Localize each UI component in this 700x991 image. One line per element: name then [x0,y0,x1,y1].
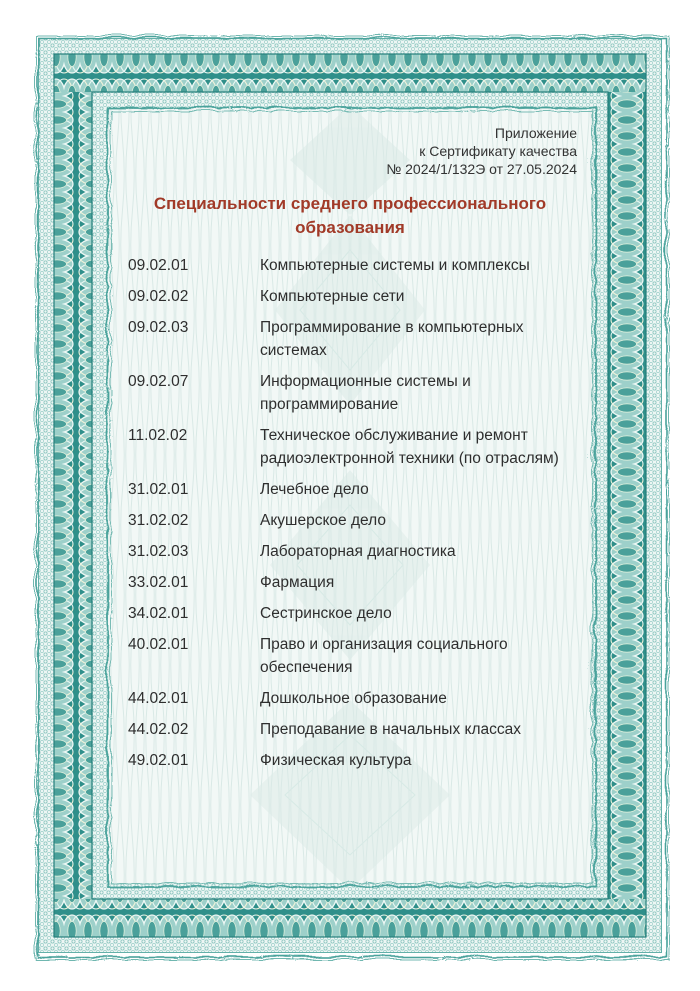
specialty-code: 31.02.03 [128,543,189,560]
specialty-code: 09.02.03 [128,319,189,336]
specialty-row [128,633,585,679]
specialty-row [128,571,585,594]
specialty-name: Программирование в компьютерных системах [260,319,524,359]
header-line-1: Приложение [494,125,577,141]
specialty-row [128,509,585,532]
specialty-name: Фармация [260,574,335,591]
specialty-row [128,602,585,625]
specialty-code: 33.02.01 [128,574,189,591]
specialty-name: Право и организация социального обеспечения [260,636,508,676]
specialty-name: Информационные системы и программирование [260,373,471,413]
certificate-content [115,110,585,881]
specialty-code: 31.02.01 [128,481,189,498]
specialty-name: Преподавание в начальных классах [260,721,521,738]
specialty-code: 49.02.01 [128,752,189,769]
specialty-name: Лечебное дело [260,481,369,498]
specialty-name: Акушерское дело [260,512,386,529]
specialty-code: 44.02.02 [128,721,189,738]
specialty-row [128,316,585,362]
specialties-list [115,254,585,772]
specialty-row [128,687,585,710]
specialty-code: 09.02.02 [128,288,189,305]
specialty-row [128,540,585,563]
specialty-code: 40.02.01 [128,636,189,653]
specialty-code: 44.02.01 [128,690,189,707]
specialty-name: Физическая культура [260,752,412,769]
specialty-name: Техническое обслуживание и ремонт радиоэлектронной техники (по отраслям) [260,427,559,467]
page-title [115,192,585,240]
specialty-name: Компьютерные сети [260,288,405,305]
certificate-header [115,110,585,178]
specialty-code: 11.02.02 [128,427,188,444]
specialty-name: Сестринское дело [260,605,392,622]
specialty-code: 31.02.02 [128,512,189,529]
specialty-row [128,254,585,277]
header-line-3: № 2024/1/132Э от 27.05.2024 [386,161,577,177]
header-line-2: к Сертификату качества [419,143,577,159]
page-title-text: Специальности среднего профессионального образования [153,194,547,237]
specialty-row [128,718,585,741]
specialty-row [128,424,585,470]
specialty-row [128,370,585,416]
specialty-name: Лабораторная диагностика [260,543,456,560]
specialty-code: 34.02.01 [128,605,189,622]
specialty-code: 09.02.07 [128,373,189,390]
specialty-row [128,285,585,308]
specialty-row [128,749,585,772]
specialty-name: Компьютерные системы и комплексы [260,257,530,274]
specialty-code: 09.02.01 [128,257,189,274]
specialty-row [128,478,585,501]
specialty-name: Дошкольное образование [260,690,447,707]
